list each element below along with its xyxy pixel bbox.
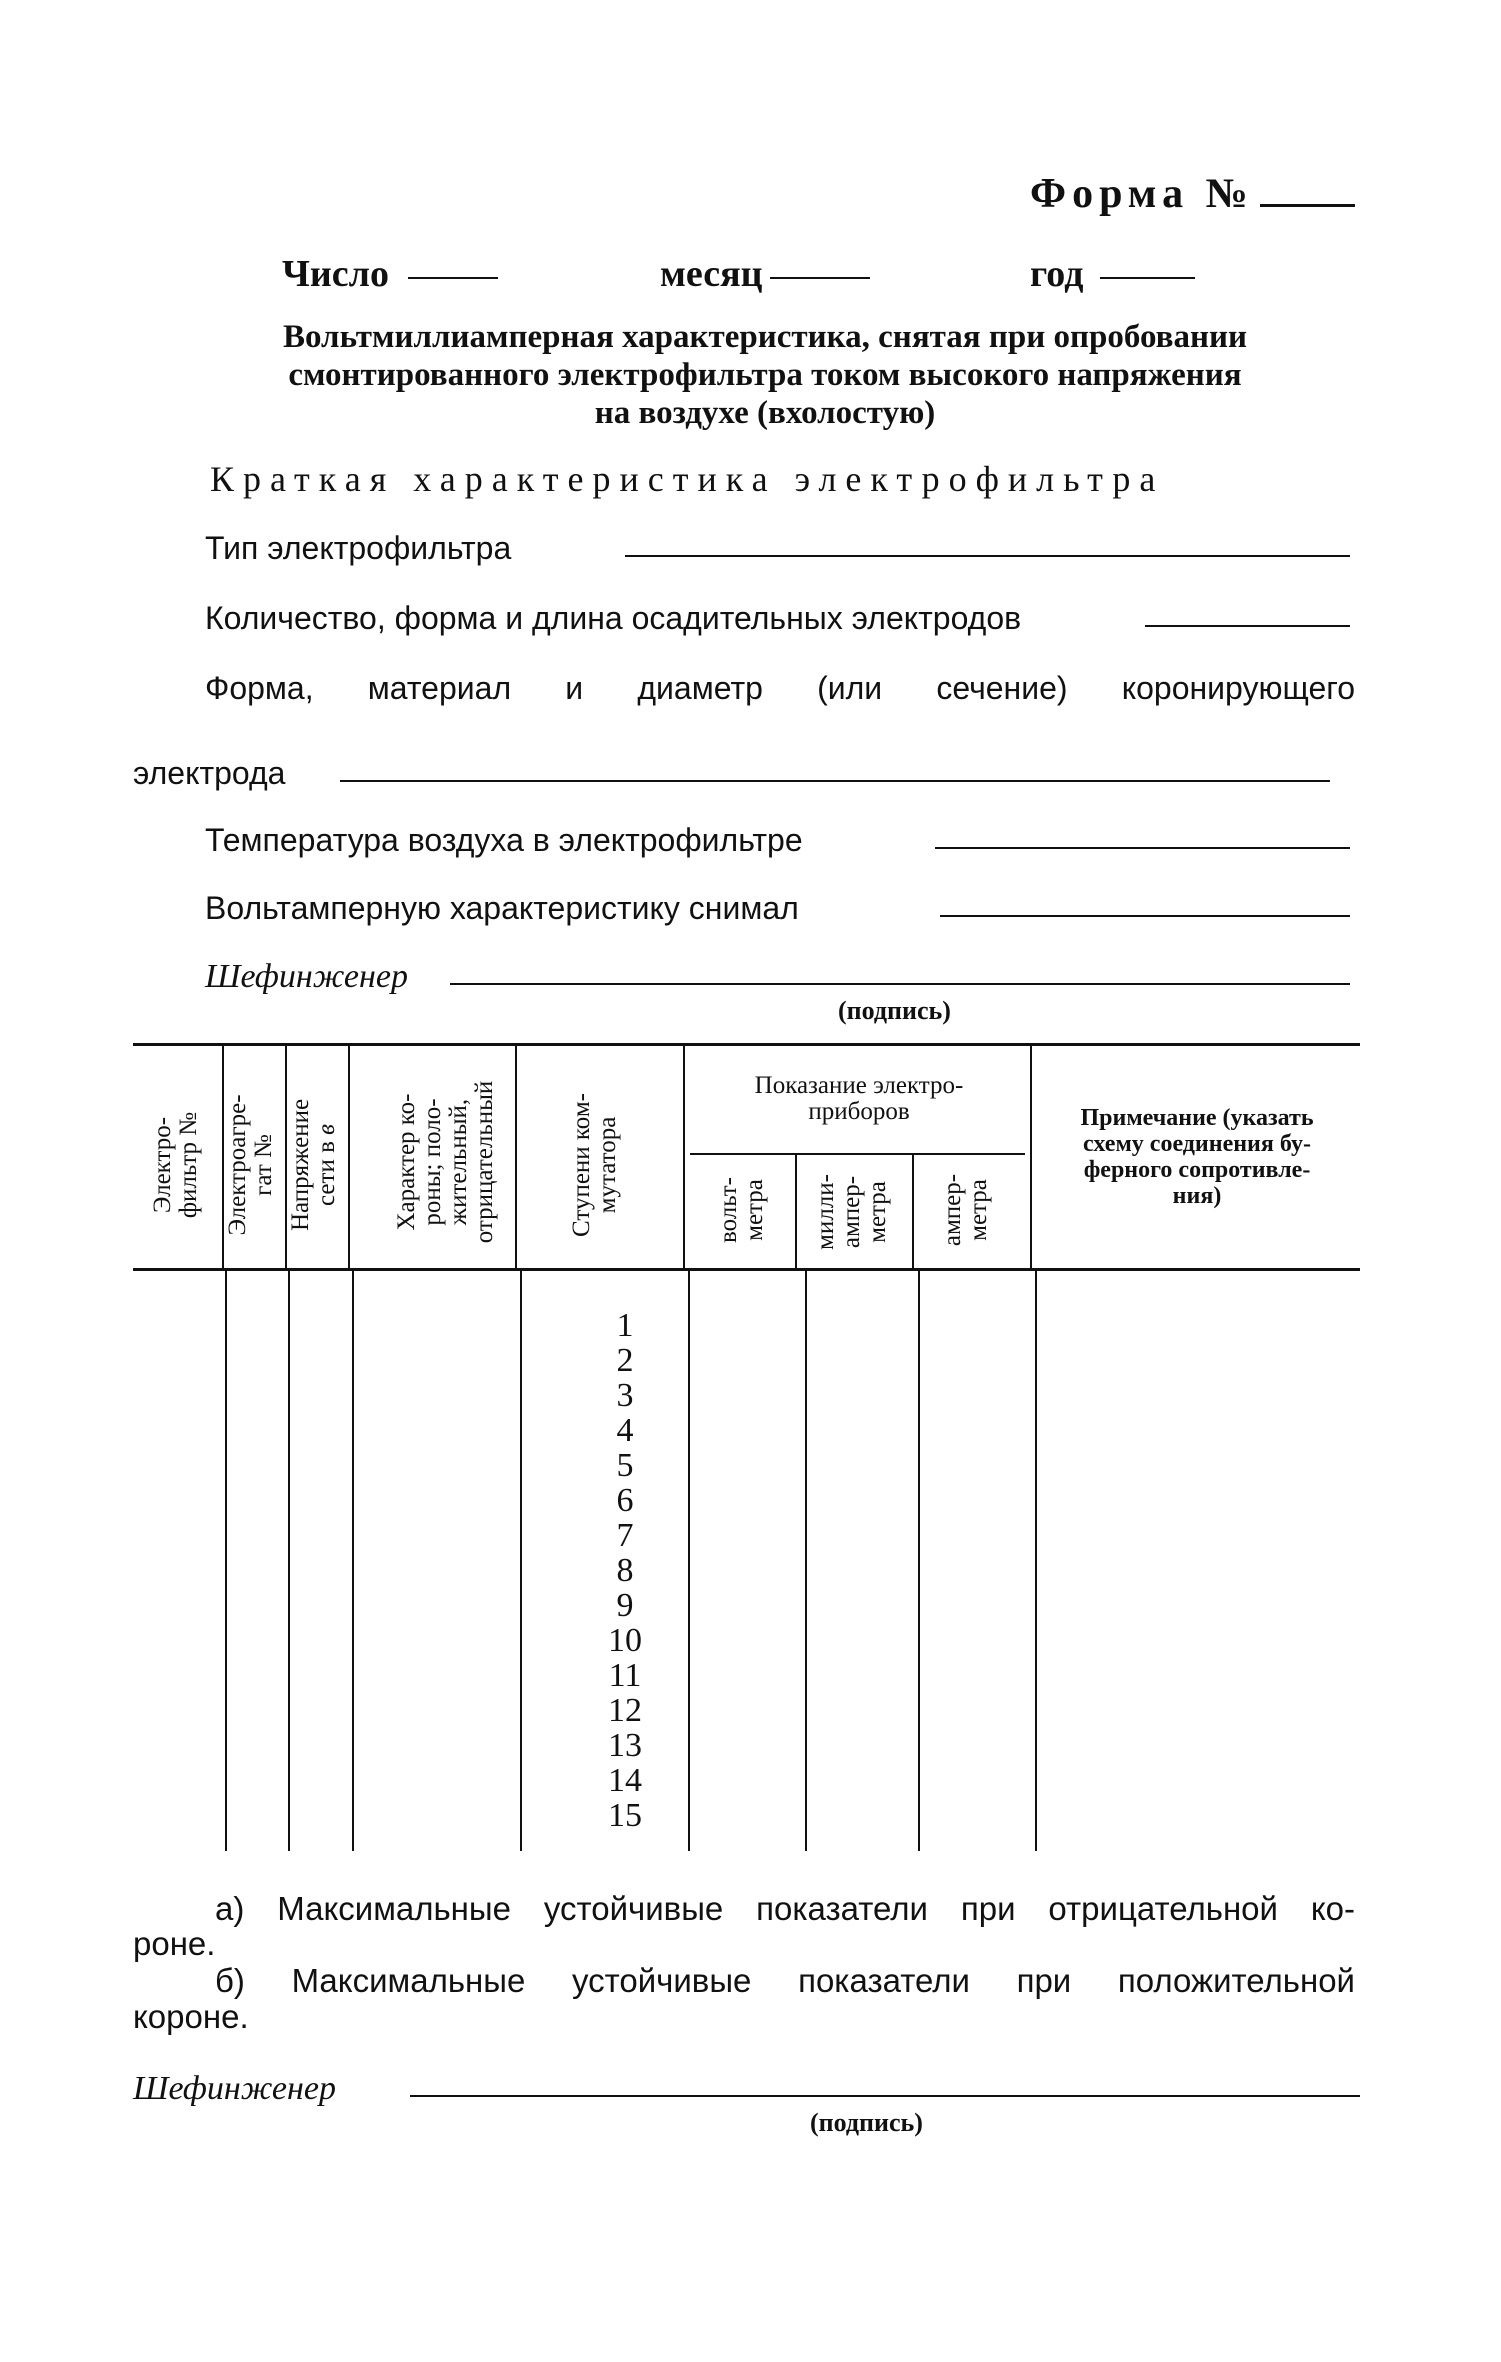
filter-type-line bbox=[625, 555, 1350, 557]
temperature-label: Температура воздуха в электрофильтре bbox=[205, 822, 803, 858]
corona-line bbox=[340, 780, 1330, 782]
document-title: Вольтмиллиамперная характеристика, снятая при опробовании смонтированного электрофильтра током высокого напряжения на воздухе (вхолостую) bbox=[282, 319, 1247, 431]
form-number-label: Форма № bbox=[1030, 170, 1355, 218]
step-number: 10 bbox=[608, 1622, 642, 1659]
step-number: 15 bbox=[608, 1797, 642, 1834]
step-number: 13 bbox=[608, 1727, 642, 1764]
step-number: 3 bbox=[616, 1377, 634, 1414]
step-number: 2 bbox=[616, 1342, 634, 1379]
month-label: месяц bbox=[660, 253, 763, 295]
step-number: 6 bbox=[616, 1482, 634, 1519]
col-header-unit: Электроагре- гат № bbox=[224, 1094, 277, 1236]
taken-by-line bbox=[940, 915, 1350, 917]
day-label: Число bbox=[282, 253, 389, 295]
step-number: 4 bbox=[616, 1412, 634, 1449]
step-number: 12 bbox=[608, 1692, 642, 1729]
col-header-voltmeter: вольт- метра bbox=[715, 1177, 768, 1243]
corona-label-line1: Форма, материал и диаметр (или сечение) коронирующего bbox=[205, 670, 1355, 706]
section-heading: Краткая характеристика электрофильтра bbox=[210, 459, 1165, 499]
signature-caption: (подпись) bbox=[838, 996, 951, 1025]
year-label: год bbox=[1030, 253, 1084, 295]
step-number: 9 bbox=[616, 1587, 634, 1624]
step-number: 14 bbox=[608, 1762, 642, 1799]
col-header-corona: Характер ко- роны; поло- жительный, отрицательный bbox=[393, 1080, 498, 1244]
chief-engineer-line bbox=[450, 983, 1350, 985]
year-line bbox=[1100, 277, 1195, 279]
day-line bbox=[408, 277, 498, 279]
corona-label-line2: электрода bbox=[133, 755, 286, 791]
footer-signature-caption: (подпись) bbox=[810, 2108, 923, 2137]
col-header-filter: Электро- фильтр № bbox=[149, 1111, 202, 1219]
month-line bbox=[770, 277, 870, 279]
footer-signature-line bbox=[410, 2095, 1360, 2097]
footer-chief-engineer-label: Шефинженер bbox=[133, 2070, 336, 2107]
col-header-steps: Ступени ком- мутатора bbox=[568, 1093, 621, 1237]
note-b-line2: короне. bbox=[133, 1998, 249, 2035]
temperature-line bbox=[935, 847, 1350, 849]
filter-type-label: Тип электрофильтра bbox=[205, 530, 512, 566]
col-header-note: Примечание (указать схему соединения бу- ферного сопротивле- ния) bbox=[1080, 1105, 1314, 1209]
step-number: 1 bbox=[616, 1307, 634, 1344]
col-header-milliammeter: милли- ампер- метра bbox=[812, 1174, 891, 1250]
step-number: 8 bbox=[616, 1552, 634, 1589]
col-header-voltage: Напряжение сети в в bbox=[287, 1098, 340, 1232]
step-number: 7 bbox=[616, 1517, 634, 1554]
note-a-line2: роне. bbox=[133, 1925, 216, 1962]
col-header-ammeter: ампер- метра bbox=[939, 1173, 992, 1247]
col-group-instruments: Показание электро- приборов bbox=[754, 1072, 964, 1125]
taken-by-label: Вольтамперную характеристику снимал bbox=[205, 890, 799, 926]
note-b-line1: б) Максимальные устойчивые показатели при положительной bbox=[215, 1962, 1355, 1999]
step-number: 11 bbox=[608, 1657, 642, 1694]
step-number: 5 bbox=[616, 1447, 634, 1484]
note-a-line1: а) Максимальные устойчивые показатели при отрицательной ко- bbox=[215, 1890, 1355, 1927]
table-top-border bbox=[133, 1043, 1360, 1046]
chief-engineer-label: Шефинженер bbox=[205, 958, 408, 995]
electrodes-label: Количество, форма и длина осадительных электродов bbox=[205, 600, 1022, 636]
electrodes-line bbox=[1145, 625, 1350, 627]
